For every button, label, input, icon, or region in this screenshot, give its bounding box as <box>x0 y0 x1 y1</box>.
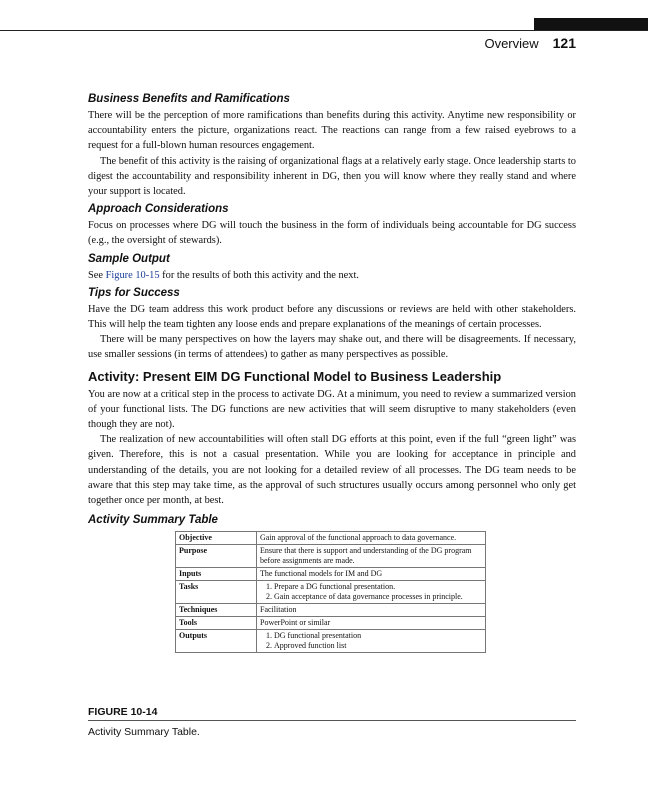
table-row <box>176 568 486 581</box>
paragraph: The benefit of this activity is the raising of organizational flags at a relatively early stage. Once leadership starts to digest the accountability and responsibility inherent in DG, then you will know where they really stand and where your support is located. <box>88 155 576 198</box>
table-label: Tools <box>176 617 257 630</box>
table-cell <box>257 630 486 653</box>
figure-link[interactable]: Figure 10-15 <box>105 269 160 281</box>
paragraph: You are now at a critical step in the process to activate DG. At a minimum, you need to review a summarized version of your functional lists. The DG functions are new activities that will seem disruptive to many stakeholders (even though they are not). <box>88 388 576 431</box>
heading-approach-considerations: Approach Considerations <box>88 203 229 216</box>
table-row <box>176 617 486 630</box>
paragraph: Focus on processes where DG will touch the business in the form of individuals being accountable for DG success (e.g., the oversight of stewards). <box>88 220 576 247</box>
paragraph: Have the DG team address this work product before any discussions or reviews are held with other stakeholders. This will help the team tighten any loose ends and prepare explanations of the meanings of certain processes. <box>88 303 576 331</box>
table-row <box>176 545 486 568</box>
list-item: 2. Gain acceptance of data governance processes in principle. <box>274 592 482 602</box>
heading-sample-output: Sample Output <box>88 252 170 265</box>
table-label: Tasks <box>176 581 257 604</box>
table-label: Outputs <box>176 630 257 653</box>
running-header <box>0 35 576 51</box>
output-list <box>260 631 482 651</box>
text-run: See <box>88 269 106 281</box>
table-row <box>176 532 486 545</box>
figure-label: FIGURE 10-14 <box>88 706 158 718</box>
page-number: 121 <box>552 35 576 51</box>
paragraph: There will be the perception of more ramifications than benefits during this activity. Anytime new responsibility or accountability enters the picture, organizations react. The reactions can range from a few raised eyebrows to a request for a full-blown human resources engagement. <box>88 110 576 152</box>
table-label: Inputs <box>176 568 257 581</box>
activity-summary-table <box>175 531 486 653</box>
paragraph <box>88 268 576 283</box>
figure-caption: Activity Summary Table. <box>88 726 200 738</box>
task-list <box>260 582 482 602</box>
table-cell: The functional models for IM and DG <box>257 568 486 581</box>
page-body <box>88 92 576 653</box>
list-item: 1. DG functional presentation <box>274 631 482 641</box>
heading-activity-summary-table: Activity Summary Table <box>88 514 218 527</box>
table-row <box>176 604 486 617</box>
table-row <box>176 630 486 653</box>
table-label: Techniques <box>176 604 257 617</box>
heading-activity: Activity: Present EIM DG Functional Model to Business Leadership <box>88 368 502 384</box>
paragraph: There will be many perspectives on how the layers may shake out, and there will be disagreements. If necessary, use smaller sessions (in terms of attendees) to gather as many perspectives as possible. <box>88 334 576 361</box>
paragraph: The realization of new accountabilities will often stall DG efforts at this point, even if the full “green light” was given. Therefore, this is not a casual presentation. While you are looking for acceptance in principle and understanding of the details, you are not looking for a detailed review of all processes. The DG team needs to be aware that this step may take time, as the approval of such structures usually occurs among personnel who only get together once per month, at best. <box>88 434 576 507</box>
table-cell: Ensure that there is support and understanding of the DG program before assignments are made. <box>257 545 486 568</box>
header-rule <box>0 30 648 31</box>
list-item: 2. Approved function list <box>274 641 482 651</box>
table-label: Objective <box>176 532 257 545</box>
figure-rule <box>88 720 576 721</box>
list-item: 1. Prepare a DG functional presentation. <box>274 582 482 592</box>
heading-tips-for-success: Tips for Success <box>88 286 180 299</box>
table-cell: PowerPoint or similar <box>257 617 486 630</box>
heading-business-benefits: Business Benefits and Ramifications <box>88 93 290 105</box>
table-cell: Gain approval of the functional approach to data governance. <box>257 532 486 545</box>
table-cell <box>257 581 486 604</box>
table-row <box>176 581 486 604</box>
table-label: Purpose <box>176 545 257 568</box>
text-run: for the results of both this activity and the next. <box>159 269 359 281</box>
section-title: Overview <box>484 36 539 51</box>
table-cell: Facilitation <box>257 604 486 617</box>
